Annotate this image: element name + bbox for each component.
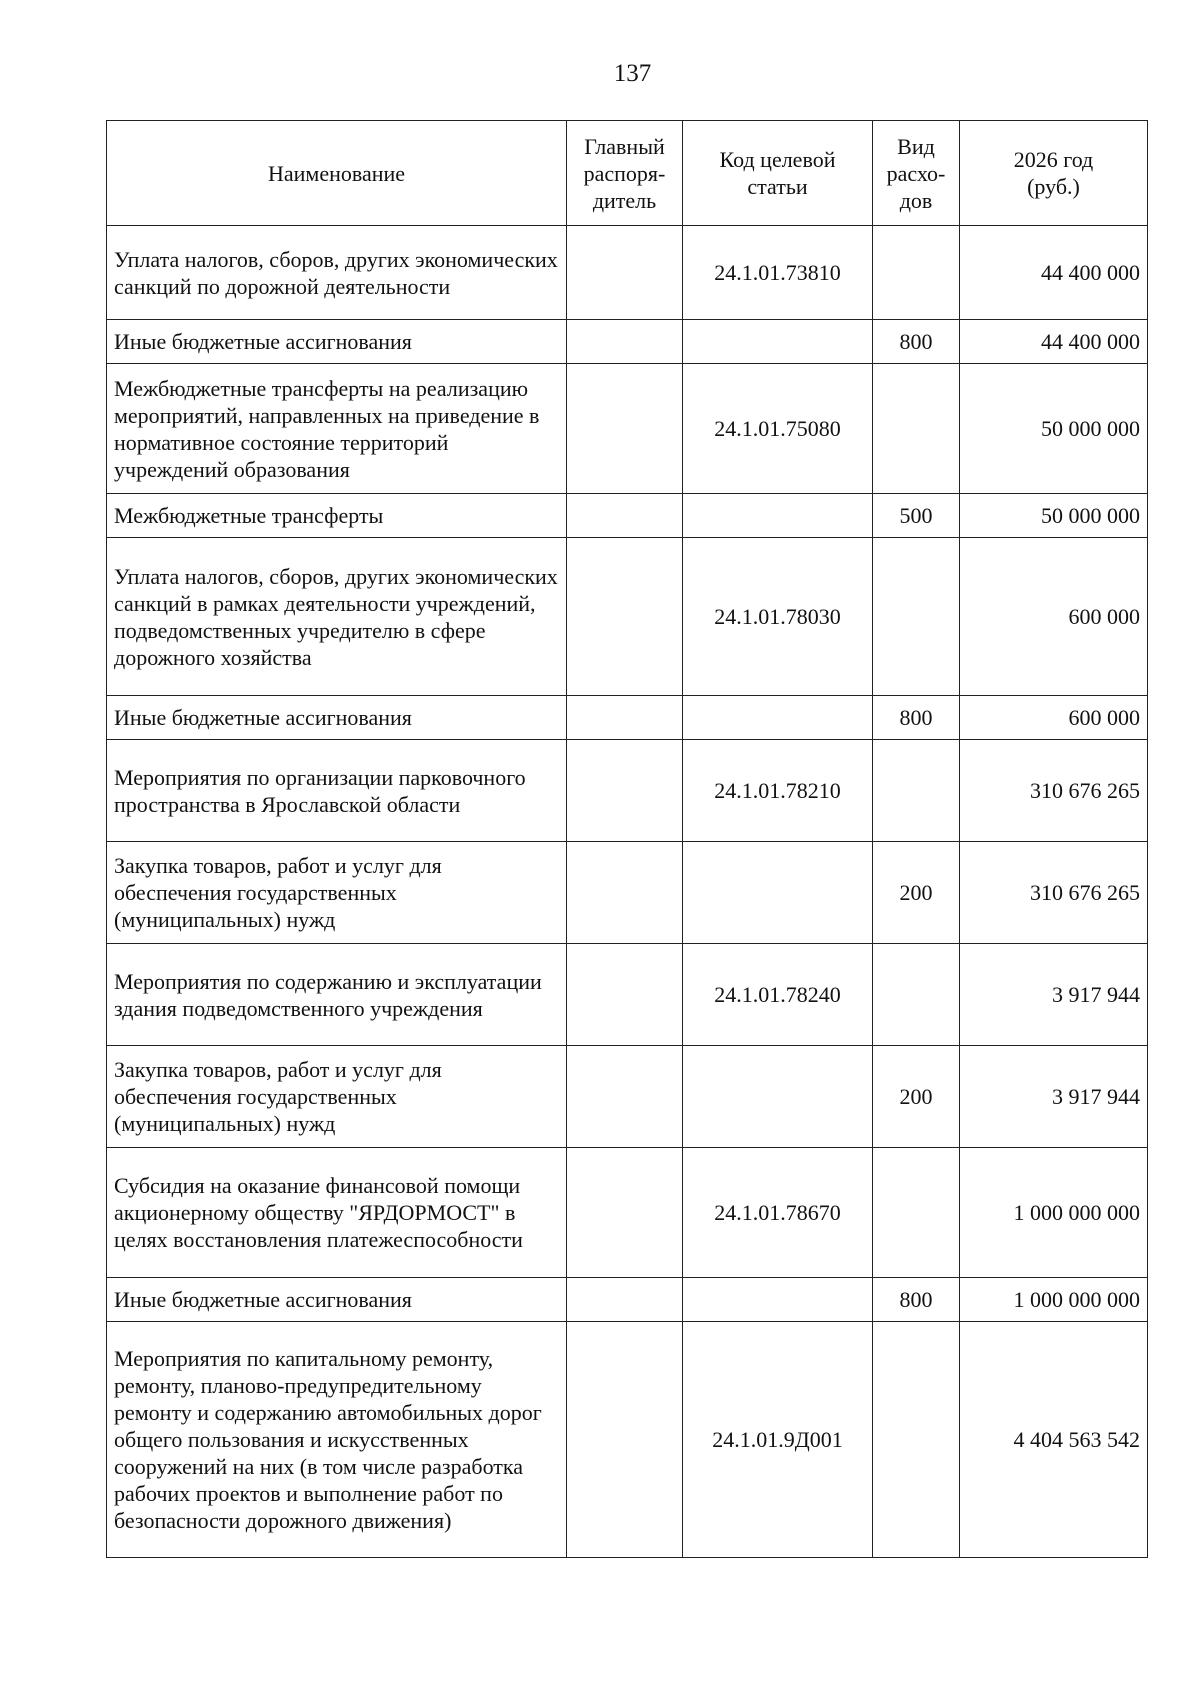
table-row (107, 1046, 1148, 1148)
row-type: 800 (873, 696, 960, 740)
header-type-line3: дов (899, 187, 933, 213)
row-amount: 310 676 265 (960, 842, 1148, 944)
table-row (107, 364, 1148, 494)
header-admin-line1: Главный (584, 133, 665, 159)
row-amount: 44 400 000 (960, 320, 1148, 364)
table-row (107, 740, 1148, 842)
row-code (683, 320, 873, 364)
row-code: 24.1.01.78030 (683, 538, 873, 696)
row-amount: 1 000 000 000 (960, 1148, 1148, 1278)
row-amount: 600 000 (960, 696, 1148, 740)
row-name: Мероприятия по содержанию и эксплуатации здания подведомственного учреждения (107, 944, 567, 1046)
page-number: 137 (613, 60, 652, 87)
header-code (683, 121, 873, 226)
row-admin (567, 944, 683, 1046)
row-name: Уплата налогов, сборов, других экономических санкций по дорожной деятельности (107, 226, 567, 320)
row-name: Закупка товаров, работ и услуг для обеспечения государственных (муниципальных) нужд (107, 1046, 567, 1148)
row-type (873, 226, 960, 320)
table-row (107, 1322, 1148, 1558)
row-admin (567, 364, 683, 494)
row-type (873, 1148, 960, 1278)
header-admin (567, 121, 683, 226)
row-type (873, 364, 960, 494)
row-type: 800 (873, 1278, 960, 1322)
row-amount: 3 917 944 (960, 944, 1148, 1046)
row-amount: 50 000 000 (960, 364, 1148, 494)
header-code-line1: Код целевой (719, 147, 836, 172)
row-type: 800 (873, 320, 960, 364)
row-code (683, 1278, 873, 1322)
header-type (873, 121, 960, 226)
row-admin (567, 740, 683, 842)
header-amount (960, 121, 1148, 226)
row-name: Иные бюджетные ассигнования (107, 320, 567, 364)
table-row (107, 1278, 1148, 1322)
row-name: Межбюджетные трансферты на реализацию мероприятий, направленных на приведение в нормативное состояние территорий учреждений образования (107, 364, 567, 494)
row-code (683, 842, 873, 944)
header-admin-line3: дитель (592, 187, 657, 213)
row-amount: 4 404 563 542 (960, 1322, 1148, 1558)
row-admin (567, 1278, 683, 1322)
row-code: 24.1.01.9Д001 (683, 1322, 873, 1558)
row-name: Уплата налогов, сборов, других экономических санкций в рамках деятельности учреждений, подведомственных учредителю в сфере дорожного хозяйства (107, 538, 567, 696)
row-type: 500 (873, 494, 960, 538)
row-type: 200 (873, 842, 960, 944)
row-admin (567, 320, 683, 364)
row-amount: 50 000 000 (960, 494, 1148, 538)
table-row (107, 842, 1148, 944)
row-admin (567, 226, 683, 320)
table-row (107, 226, 1148, 320)
table-header-row (107, 121, 1148, 226)
row-type (873, 740, 960, 842)
row-code: 24.1.01.78670 (683, 1148, 873, 1278)
row-name: Мероприятия по капитальному ремонту, ремонту, планово-предупредительному ремонту и содержанию автомобильных дорог общего пользования и искусственных сооружений на них (в том числе разработка рабочих проектов и выполнение работ по безопасности дорожного движения) (107, 1322, 567, 1558)
row-amount: 1 000 000 000 (960, 1278, 1148, 1322)
header-code-line2: статьи (747, 174, 808, 199)
header-type-line2: расхо- (886, 160, 946, 186)
header-name (107, 121, 567, 226)
row-amount: 310 676 265 (960, 740, 1148, 842)
row-admin (567, 842, 683, 944)
row-code: 24.1.01.75080 (683, 364, 873, 494)
row-admin (567, 696, 683, 740)
row-amount: 600 000 (960, 538, 1148, 696)
row-code: 24.1.01.78210 (683, 740, 873, 842)
row-code (683, 696, 873, 740)
row-code (683, 1046, 873, 1148)
row-admin (567, 494, 683, 538)
row-admin (567, 538, 683, 696)
table-row (107, 494, 1148, 538)
table-row (107, 1148, 1148, 1278)
budget-table (106, 120, 1148, 1558)
row-type (873, 944, 960, 1046)
row-admin (567, 1148, 683, 1278)
row-name: Субсидия на оказание финансовой помощи акционерному обществу "ЯРДОРМОСТ" в целях восстановления платежеспособности (107, 1148, 567, 1278)
header-admin-line2: распоря- (583, 160, 666, 186)
row-code: 24.1.01.73810 (683, 226, 873, 320)
row-amount: 3 917 944 (960, 1046, 1148, 1148)
row-code: 24.1.01.78240 (683, 944, 873, 1046)
row-type (873, 1322, 960, 1558)
row-name: Мероприятия по организации парковочного пространства в Ярославской области (107, 740, 567, 842)
table-row (107, 538, 1148, 696)
row-name: Иные бюджетные ассигнования (107, 696, 567, 740)
table-row (107, 944, 1148, 1046)
row-name: Межбюджетные трансферты (107, 494, 567, 538)
header-name-label: Наименование (267, 160, 406, 186)
row-type: 200 (873, 1046, 960, 1148)
header-amount-line1: 2026 год (1013, 147, 1094, 172)
header-type-line1: Вид (897, 133, 935, 159)
table-row (107, 696, 1148, 740)
row-admin (567, 1322, 683, 1558)
row-code (683, 494, 873, 538)
row-name: Иные бюджетные ассигнования (107, 1278, 567, 1322)
row-type (873, 538, 960, 696)
row-admin (567, 1046, 683, 1148)
row-name: Закупка товаров, работ и услуг для обеспечения государственных (муниципальных) нужд (107, 842, 567, 944)
row-amount: 44 400 000 (960, 226, 1148, 320)
table-row (107, 320, 1148, 364)
header-amount-line2: (руб.) (1027, 174, 1080, 199)
